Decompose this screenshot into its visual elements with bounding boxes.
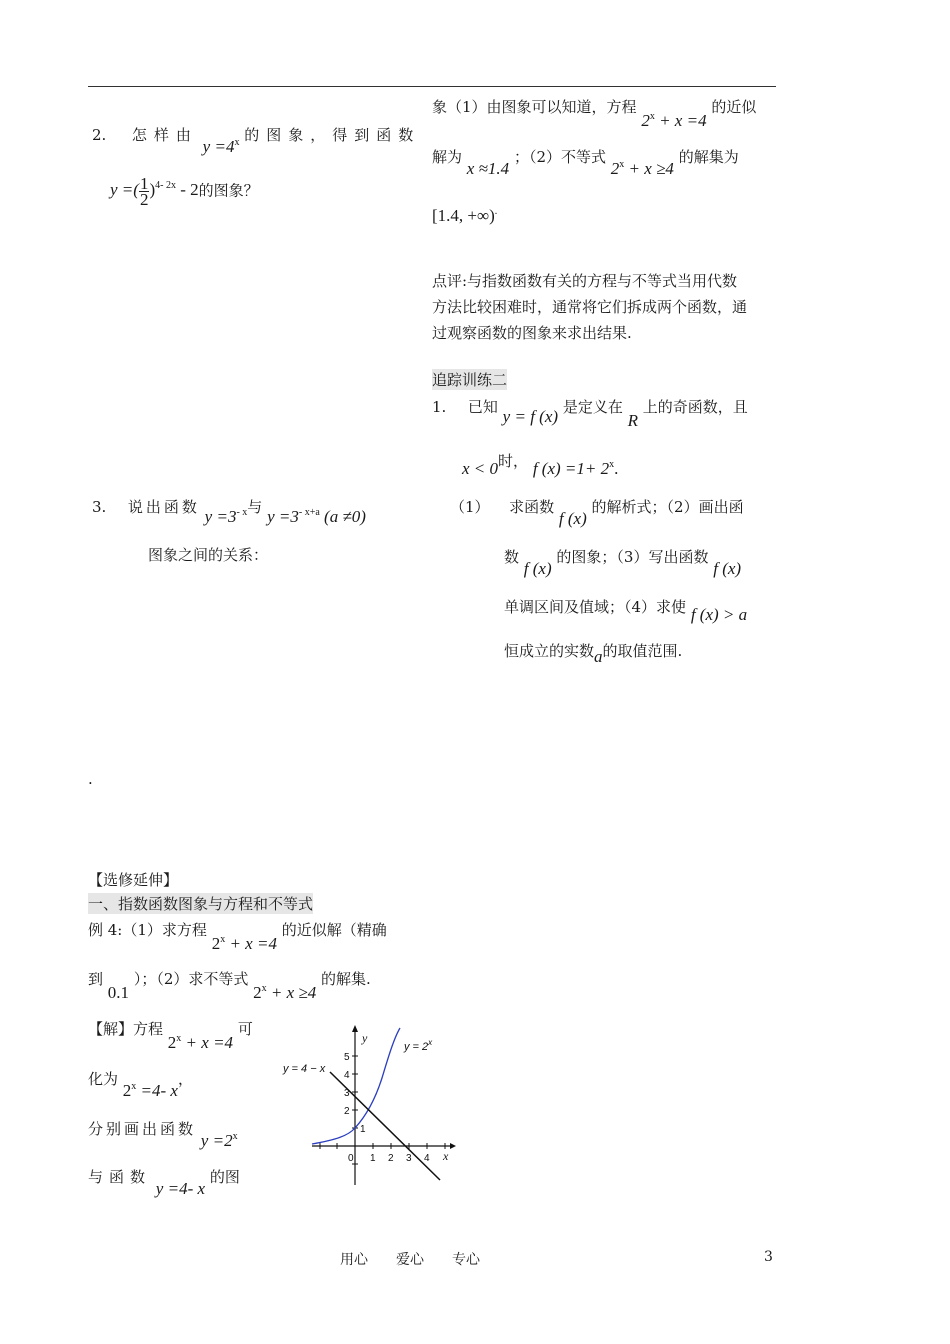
right-line2: 解为 x ≈1.4 ；（2）不等式 $2^x + x \ge 4$ 的解集为 xyxy=(432,148,739,178)
example4-line1: 例 4:（1）求方程 $2^x + x =4$ 的近似解（精确 xyxy=(88,921,387,953)
comment-line1: 点评:与指数函数有关的方程与不等式当用代数 xyxy=(432,272,738,290)
page-number: 3 xyxy=(764,1249,773,1265)
exp-curve xyxy=(312,1028,400,1144)
y-tick-label: 1 xyxy=(360,1124,366,1135)
q3-text-a: 说出函数 xyxy=(127,498,200,516)
x-tick-label: 2 xyxy=(388,1153,394,1164)
track1-part4: 恒成立的实数a的取值范围. xyxy=(504,642,683,666)
x-axis-arrow xyxy=(450,1143,456,1149)
solution-line2: 化为 $2^x =4-$ x， xyxy=(88,1070,193,1100)
y-axis-arrow xyxy=(352,1025,358,1032)
x-axis-label: x xyxy=(443,1149,449,1163)
ext-section-title: 一、指数函数图象与方程和不等式 xyxy=(88,895,314,913)
q3-text-c: 图象之间的关系： xyxy=(148,546,269,564)
solution-line4: 与函数 y =4- x 的图 xyxy=(88,1168,240,1198)
track1-part1: （1） 求函数 f (x) 的解析式；（2）画出函 xyxy=(450,498,744,528)
q3-math-a: $y =3^{- x}$ xyxy=(204,507,248,526)
y-tick-label: 4 xyxy=(344,1070,350,1081)
footer-text: 用心 爱心 专心 xyxy=(340,1252,480,1268)
y-tick-label: 5 xyxy=(344,1052,350,1063)
exp-curve-label: $y = 2^x$ xyxy=(404,1038,433,1053)
track-title: 追踪训练二 xyxy=(432,371,508,389)
header-rule xyxy=(88,86,776,87)
x-tick-label: 3 xyxy=(406,1153,412,1164)
q3-number: 3. xyxy=(92,498,107,516)
track1-line1: 1. 已知 y = f (x) 是定义在 R 上的奇函数，且 xyxy=(432,398,748,430)
right-line3: [1.4, +∞). xyxy=(432,206,498,225)
line-label: y = 4 − x xyxy=(283,1063,326,1075)
q2-text-c: 的图象？ xyxy=(198,181,259,200)
q2-text-b: 的图象，得到函数 xyxy=(244,126,421,144)
q3-math-b: $y =3^{- x+a}$ (a ≠0) xyxy=(267,507,366,526)
y-tick-label: 2 xyxy=(344,1106,350,1117)
q2-text-a: 怎样由 xyxy=(131,126,198,144)
origin-label: 0 xyxy=(348,1153,354,1164)
solution-line3: 分别画出函数 $y =2^x$ xyxy=(88,1120,238,1150)
comment-line2: 方法比较困难时，通常将它们拆成两个函数，通 xyxy=(432,298,748,316)
stray-dot: . xyxy=(88,770,93,788)
x-tick-label: 4 xyxy=(424,1153,430,1164)
x-tick-label: 1 xyxy=(370,1153,376,1164)
function-graph xyxy=(280,1020,460,1190)
comment-line3: 过观察函数的图象来求出结果. xyxy=(432,324,632,342)
q2-math-b: y =( $\frac{1}{2}$ )$^{4- 2x}$ - 2 xyxy=(110,174,199,209)
q2-number: 2. xyxy=(92,126,107,144)
track1-line2: x < 0时， f $(x) =1+ 2^x$. xyxy=(462,452,619,478)
y-tick-label: 3 xyxy=(344,1088,350,1099)
solution-line1: 【解】方程 $2^x + x =4$ 可 xyxy=(88,1020,253,1052)
q2-math-a: $y =4^x$ xyxy=(202,137,240,156)
track1-part3: 单调区间及值域；（4）求使 f (x) > a xyxy=(504,598,748,624)
ext-heading: 【选修延伸】 xyxy=(88,871,179,889)
example4-line2: 到 0.1 ）；（2）求不等式 $2^x + x \ge 4$ 的解集. xyxy=(88,970,371,1002)
y-axis-label: y xyxy=(362,1031,368,1045)
q2-line1 xyxy=(92,124,421,156)
track1-part2: 数 f (x) 的图象；（3）写出函数 f (x) xyxy=(504,548,742,578)
right-line1: 象（1）由图象可以知道，方程 $2^x + x =4$ 的近似 xyxy=(432,98,757,130)
q3-line1 xyxy=(92,496,366,526)
q2-line2 xyxy=(110,176,259,207)
q3-text-b: 与 xyxy=(247,498,263,516)
